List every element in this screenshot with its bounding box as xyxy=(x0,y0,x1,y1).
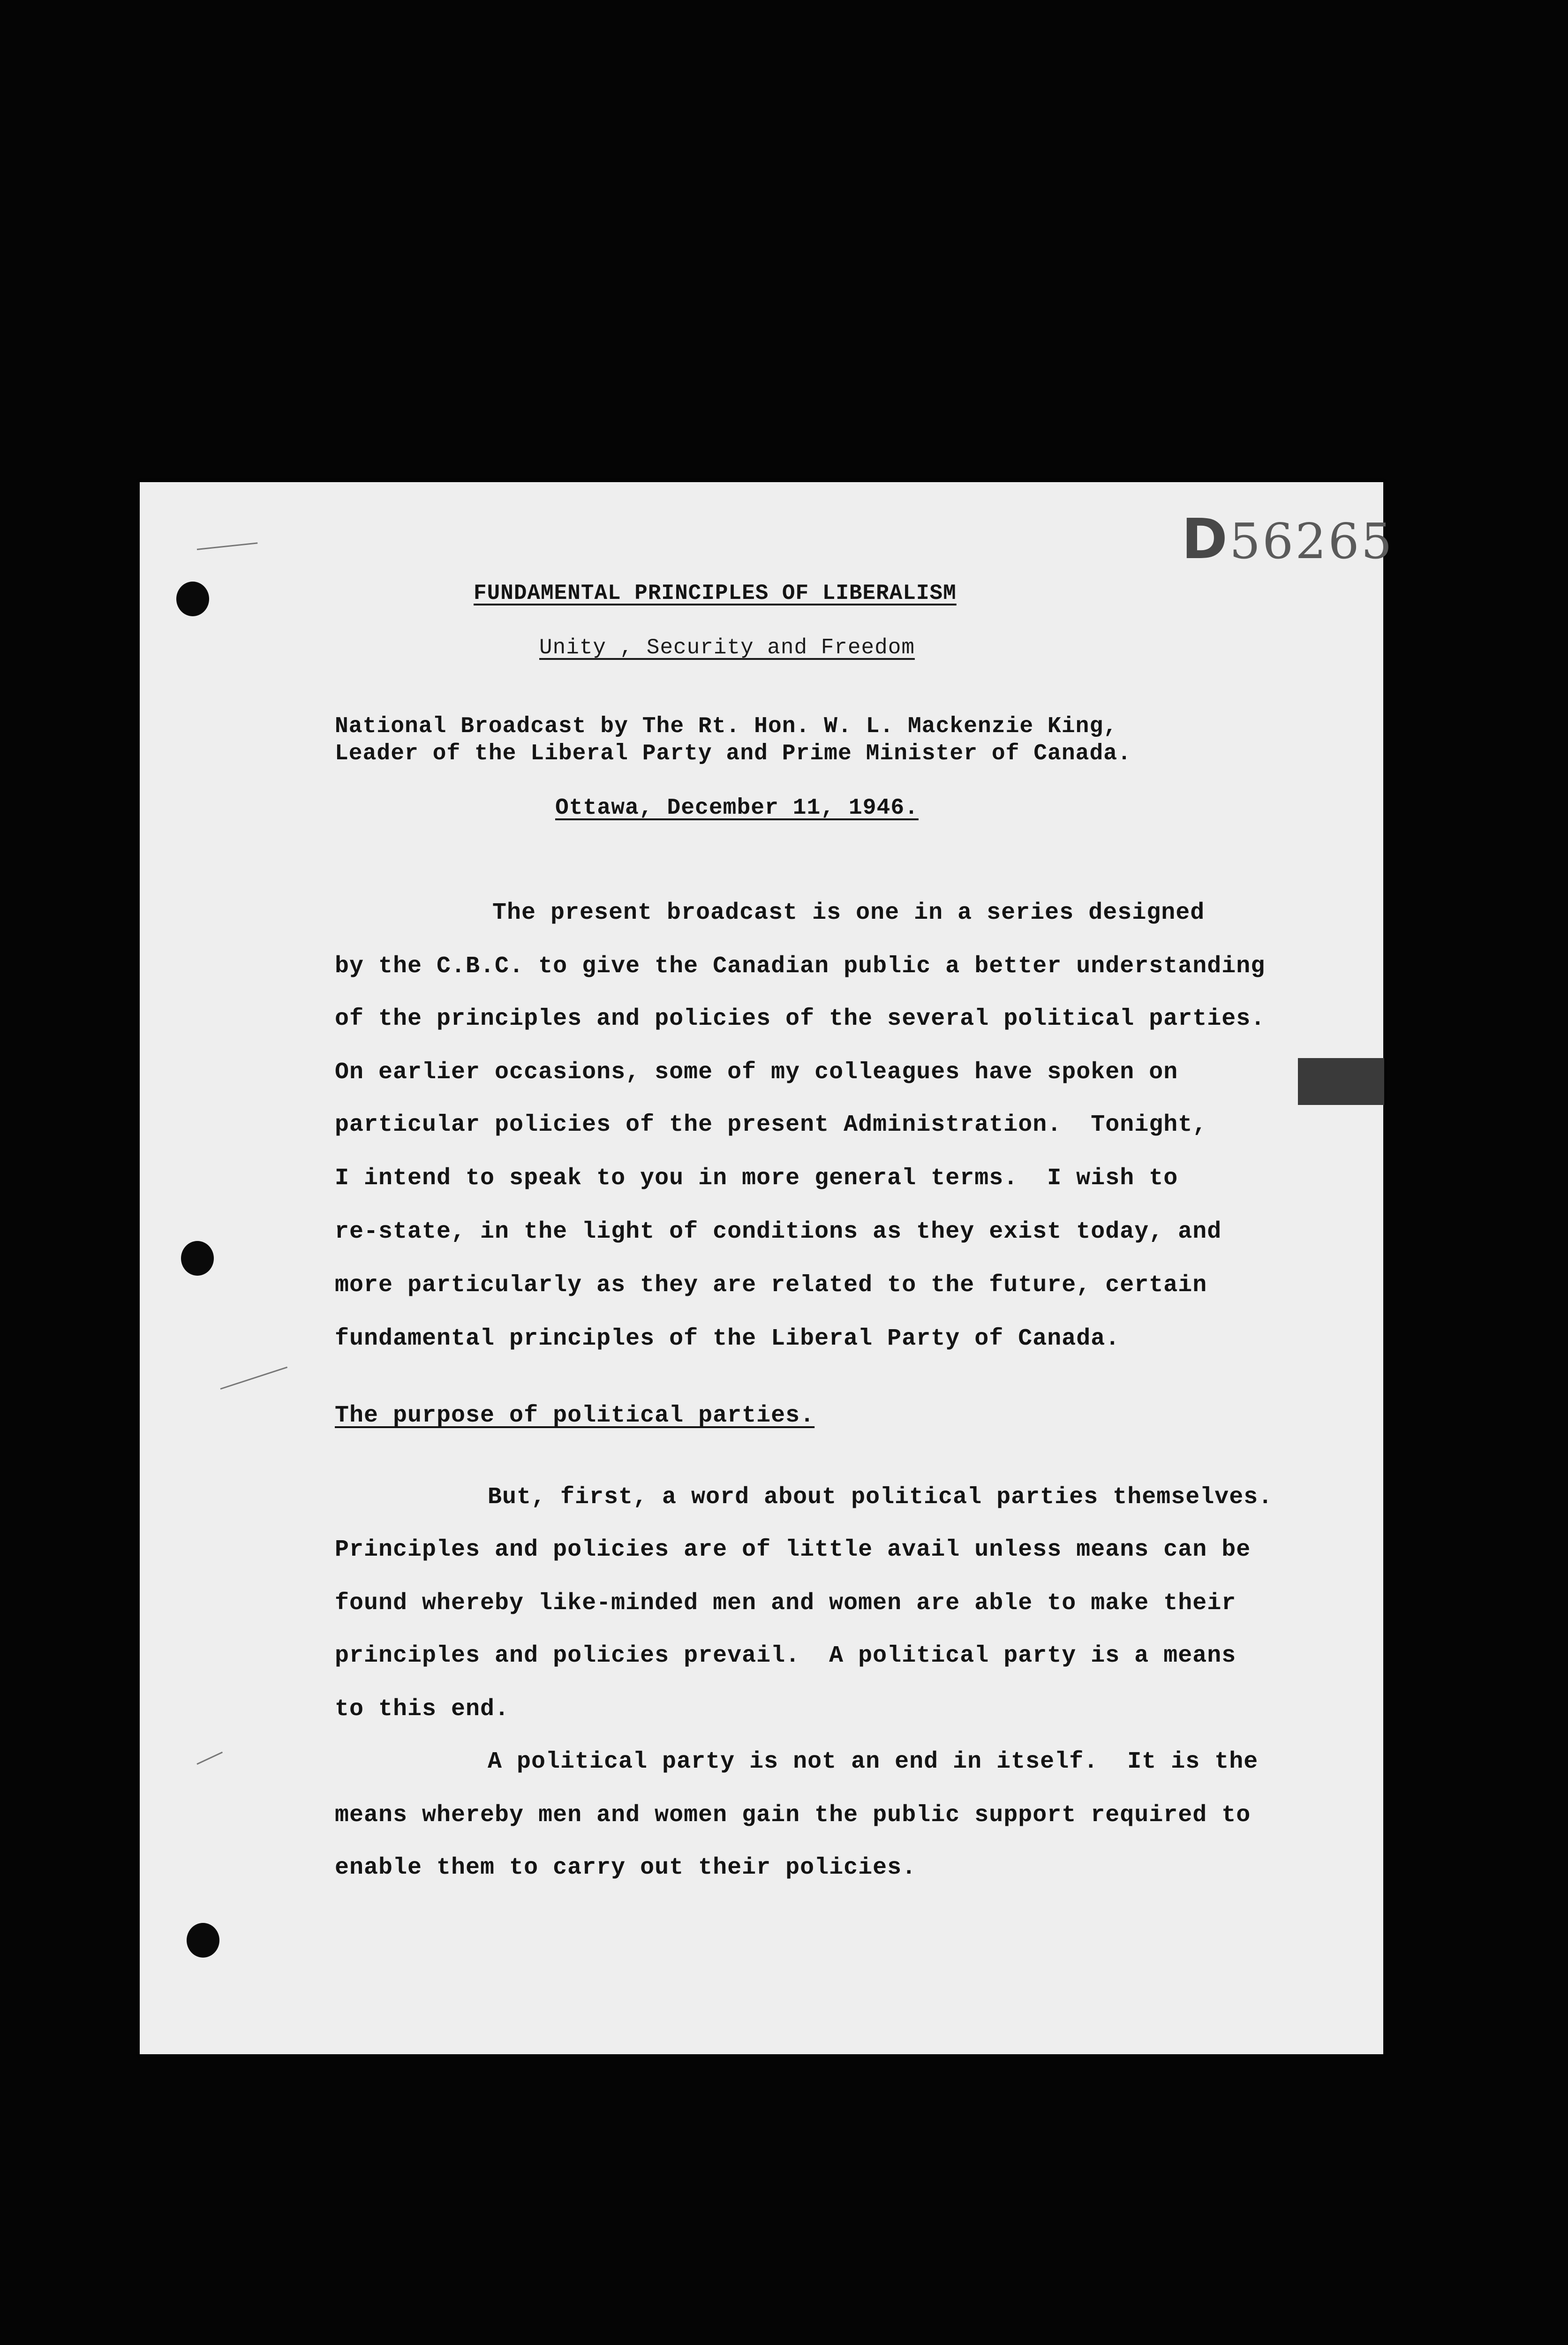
paragraph-line: The present broadcast is one in a series designed xyxy=(492,900,1205,926)
stamp-prefix: D xyxy=(1182,507,1229,571)
stamp-number: 56265 xyxy=(1229,513,1394,570)
paragraph-line: more particularly as they are related to the future, certain xyxy=(335,1272,1207,1299)
dateline: Ottawa, December 11, 1946. xyxy=(555,795,919,821)
punch-hole-bottom xyxy=(187,1923,219,1958)
paragraph-line: But, first, a word about political parties themselves. xyxy=(488,1484,1273,1511)
byline-line: Leader of the Liberal Party and Prime Minister of Canada. xyxy=(335,741,1131,766)
paragraph-line: of the principles and policies of the several political parties. xyxy=(335,1006,1266,1032)
paragraph-line: principles and policies prevail. A political party is a means xyxy=(335,1642,1236,1669)
edge-tab xyxy=(1298,1058,1384,1105)
paragraph-line: re-state, in the light of conditions as they exist today, and xyxy=(335,1218,1222,1245)
paragraph-line: fundamental principles of the Liberal Party of Canada. xyxy=(335,1325,1120,1352)
paragraph-line: particular policies of the present Administration. Tonight, xyxy=(335,1112,1207,1138)
document-title: FUNDAMENTAL PRINCIPLES OF LIBERALISM xyxy=(474,581,957,605)
byline-line: National Broadcast by The Rt. Hon. W. L. Mackenzie King, xyxy=(335,714,1118,739)
paragraph-line: to this end. xyxy=(335,1696,510,1723)
paragraph-line: found whereby like-minded men and women are able to make their xyxy=(335,1590,1236,1617)
paragraph-line: On earlier occasions, some of my colleagues have spoken on xyxy=(335,1059,1178,1086)
punch-hole-top xyxy=(176,582,209,616)
paragraph-line: Principles and policies are of little avail unless means can be xyxy=(335,1536,1251,1563)
archive-stamp xyxy=(1182,507,1394,571)
paragraph-line: means whereby men and women gain the public support required to xyxy=(335,1802,1251,1829)
paragraph-line: A political party is not an end in itself. It is the xyxy=(488,1748,1259,1775)
section-heading: The purpose of political parties. xyxy=(335,1402,815,1429)
paragraph-line: I intend to speak to you in more general terms. I wish to xyxy=(335,1165,1178,1192)
document-subtitle: Unity , Security and Freedom xyxy=(539,635,915,660)
paragraph-line: by the C.B.C. to give the Canadian public a better understanding xyxy=(335,953,1266,980)
punch-hole-middle xyxy=(181,1241,214,1276)
paragraph-line: enable them to carry out their policies. xyxy=(335,1854,917,1881)
